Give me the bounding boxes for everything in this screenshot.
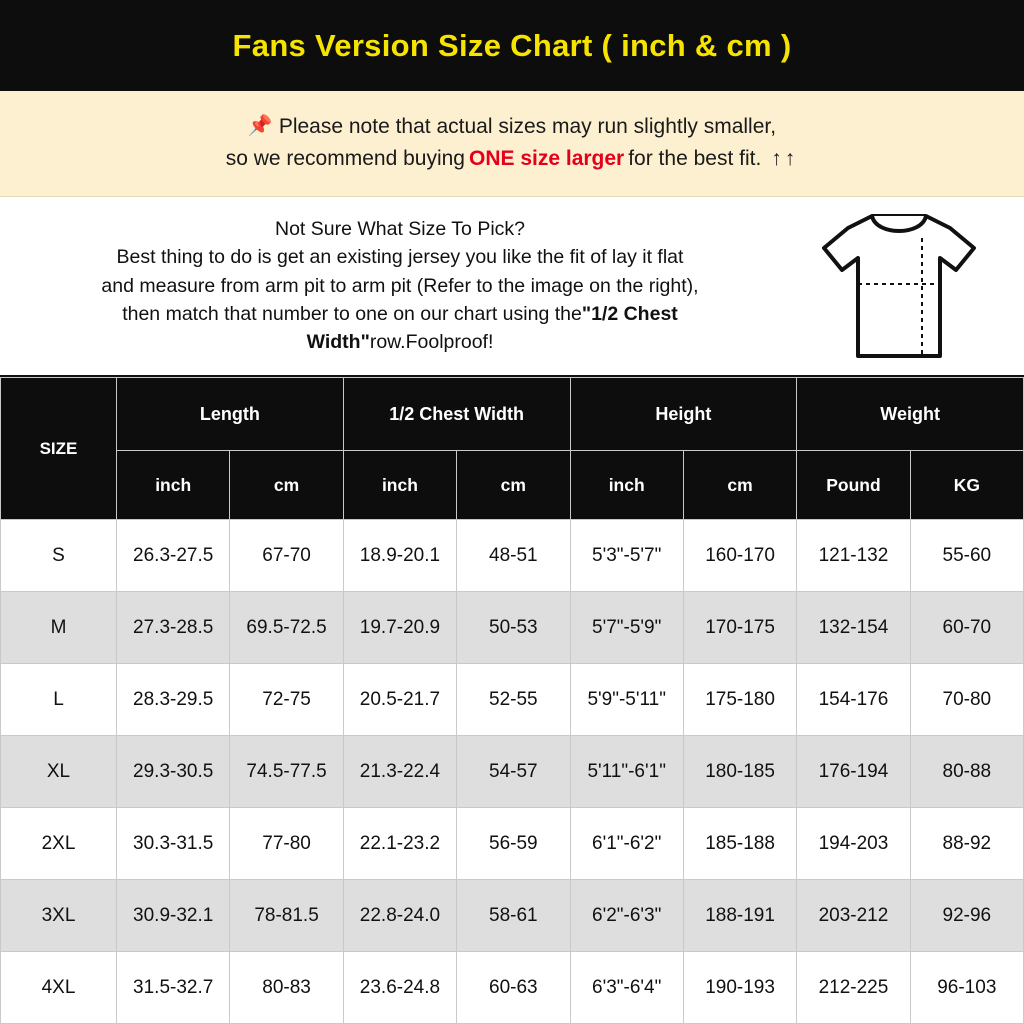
cell-weight-kg: 55-60 [910,520,1023,592]
cell-weight-pound: 176-194 [797,736,910,808]
unit-weight-kg: KG [910,451,1023,520]
note-text-2-before: so we recommend buying [225,147,465,171]
table-row [1,736,1024,808]
cell-weight-pound: 154-176 [797,664,910,736]
cell-chest-inch: 21.3-22.4 [343,736,456,808]
pushpin-icon: 📌 [247,115,273,138]
cell-length-inch: 31.5-32.7 [117,952,230,1024]
unit-length-cm: cm [230,451,343,520]
cell-height-cm: 188-191 [683,880,796,952]
table-row [1,664,1024,736]
cell-chest-inch: 19.7-20.9 [343,592,456,664]
cell-chest-cm: 54-57 [457,736,570,808]
cell-length-cm: 74.5-77.5 [230,736,343,808]
help-line-1: Not Sure What Size To Pick? [275,218,525,241]
cell-length-inch: 30.9-32.1 [117,880,230,952]
cell-chest-inch: 22.1-23.2 [343,808,456,880]
unit-weight-pound: Pound [797,451,910,520]
column-header-height: Height [570,378,797,451]
cell-size: 3XL [1,880,117,952]
cell-height-inch: 5'3"-5'7" [570,520,683,592]
cell-weight-kg: 70-80 [910,664,1023,736]
cell-height-inch: 5'11"-6'1" [570,736,683,808]
cell-length-inch: 30.3-31.5 [117,808,230,880]
cell-chest-cm: 58-61 [457,880,570,952]
title-bar [0,0,1024,91]
note-line-2 [226,147,799,171]
cell-length-cm: 80-83 [230,952,343,1024]
table-row [1,880,1024,952]
help-line-2: Best thing to do is get an existing jersey you like the fit of lay it flat [116,246,684,269]
cell-chest-cm: 48-51 [457,520,570,592]
shirt-illustration [784,206,1014,366]
cell-weight-kg: 92-96 [910,880,1023,952]
table-row [1,592,1024,664]
cell-chest-inch: 22.8-24.0 [343,880,456,952]
up-arrows-icon: ↑↑ [771,147,799,171]
cell-size: L [1,664,117,736]
cell-height-cm: 190-193 [683,952,796,1024]
note-text-1: Please note that actual sizes may run slightly smaller, [278,115,777,139]
cell-chest-inch: 23.6-24.8 [343,952,456,1024]
cell-length-cm: 77-80 [230,808,343,880]
cell-chest-cm: 56-59 [457,808,570,880]
cell-weight-pound: 194-203 [797,808,910,880]
cell-height-inch: 5'7"-5'9" [570,592,683,664]
note-line-1 [248,115,776,139]
cell-chest-cm: 52-55 [457,664,570,736]
cell-weight-kg: 96-103 [910,952,1023,1024]
table-row [1,520,1024,592]
cell-size: 4XL [1,952,117,1024]
column-header-weight: Weight [797,378,1024,451]
cell-length-cm: 69.5-72.5 [230,592,343,664]
cell-length-inch: 26.3-27.5 [117,520,230,592]
cell-weight-pound: 203-212 [797,880,910,952]
cell-height-cm: 170-175 [683,592,796,664]
table-row [1,952,1024,1024]
cell-length-cm: 78-81.5 [230,880,343,952]
help-line-5-after: row.Foolproof! [369,331,494,354]
cell-chest-inch: 18.9-20.1 [343,520,456,592]
unit-chest-inch: inch [343,451,456,520]
cell-weight-kg: 80-88 [910,736,1023,808]
help-line-3: and measure from arm pit to arm pit (Refer to the image on the right), [101,274,699,297]
unit-height-inch: inch [570,451,683,520]
cell-height-inch: 6'1"-6'2" [570,808,683,880]
size-table [0,377,1024,1024]
table-unit-row [1,451,1024,520]
help-line-4-emphasis: "1/2 Chest [581,302,678,325]
cell-height-inch: 5'9"-5'11" [570,664,683,736]
table-group-row [1,378,1024,451]
column-header-chest-width: 1/2 Chest Width [343,378,570,451]
note-band [0,91,1024,196]
cell-length-inch: 28.3-29.5 [117,664,230,736]
cell-length-inch: 29.3-30.5 [117,736,230,808]
help-line-5-emphasis: Width" [306,331,370,354]
cell-size: S [1,520,117,592]
cell-size: 2XL [1,808,117,880]
cell-chest-cm: 60-63 [457,952,570,1024]
help-text-block [10,215,784,356]
cell-length-inch: 27.3-28.5 [117,592,230,664]
cell-height-cm: 160-170 [683,520,796,592]
unit-length-inch: inch [117,451,230,520]
cell-weight-pound: 212-225 [797,952,910,1024]
cell-height-inch: 6'3"-6'4" [570,952,683,1024]
note-emphasis: ONE size larger [468,147,625,171]
cell-weight-kg: 60-70 [910,592,1023,664]
table-body [1,520,1024,1024]
help-line-5 [16,328,784,356]
unit-chest-cm: cm [457,451,570,520]
table-head [1,378,1024,520]
cell-chest-inch: 20.5-21.7 [343,664,456,736]
table-row [1,808,1024,880]
cell-weight-kg: 88-92 [910,808,1023,880]
column-header-size: SIZE [1,378,117,520]
help-line-4-before: then match that number to one on our chart using the [122,302,582,325]
cell-height-cm: 185-188 [683,808,796,880]
help-section [0,197,1024,377]
column-header-length: Length [117,378,344,451]
cell-size: XL [1,736,117,808]
cell-weight-pound: 121-132 [797,520,910,592]
cell-height-inch: 6'2"-6'3" [570,880,683,952]
page-title: Fans Version Size Chart ( inch & cm ) [232,27,792,63]
cell-height-cm: 175-180 [683,664,796,736]
note-text-2-after: for the best fit. [628,147,762,171]
help-line-4 [16,300,784,328]
cell-chest-cm: 50-53 [457,592,570,664]
tshirt-measure-icon [814,206,984,366]
cell-size: M [1,592,117,664]
unit-height-cm: cm [683,451,796,520]
cell-length-cm: 72-75 [230,664,343,736]
cell-weight-pound: 132-154 [797,592,910,664]
cell-height-cm: 180-185 [683,736,796,808]
cell-length-cm: 67-70 [230,520,343,592]
